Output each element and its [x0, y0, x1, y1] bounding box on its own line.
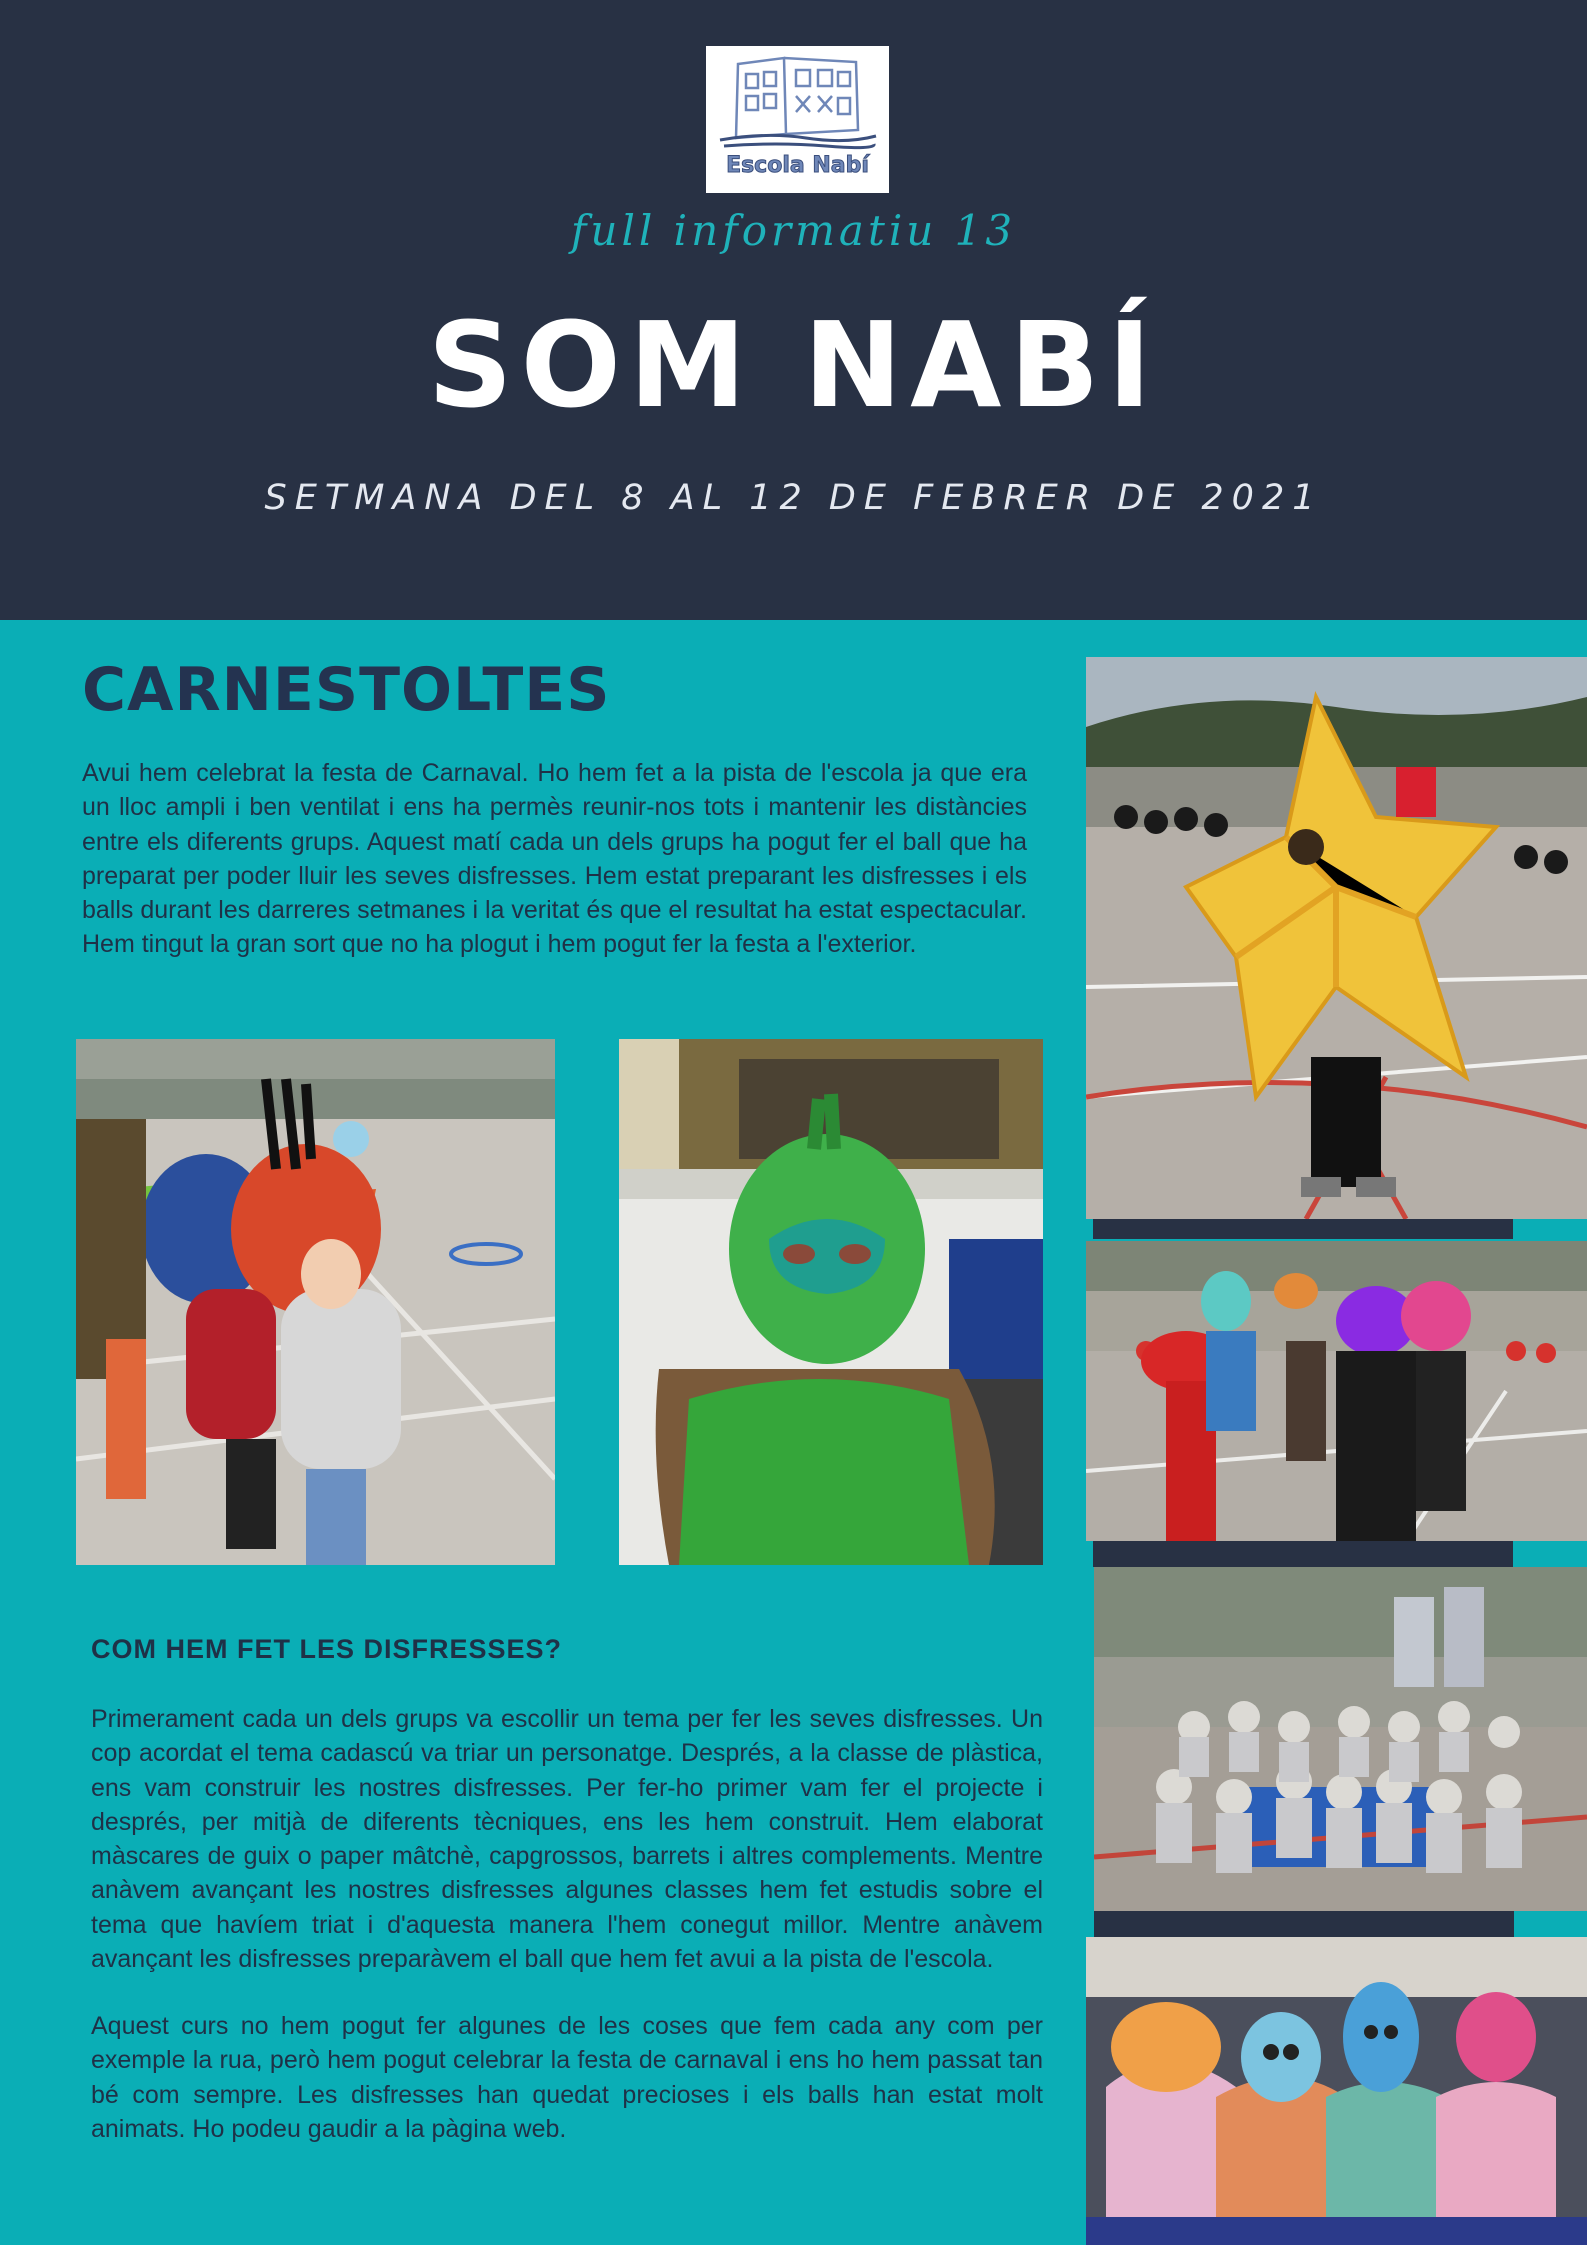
photo-kids-animal-masks	[76, 1039, 555, 1565]
photo-costumed-group-court	[1086, 1241, 1587, 1541]
photo-star-costume	[1086, 657, 1587, 1219]
photo-young-children-mouse-costumes	[1094, 1567, 1587, 1911]
school-logo	[706, 46, 889, 193]
section-title: CARNESTOLTES	[82, 655, 611, 725]
body-paragraph-1: Primerament cada un dels grups va escollir un tema per fer les seves disfresses. Un cop acordat el tema cadascú va triar un personatge. Després, a la classe de plàstica, ens vam construir les nostres disfresses. Per fer-ho primer vam fer el projecte i després, per mitjà de diferents tècniques, ens les hem construit. Hem elaborat màscares de guix o paper mâtchè, capgrossos, barrets i altres complements. Mentre anàvem avançant les nostres disfresses algunes classes hem fet estudis sobre el tema que havíem triat i d'aquesta manera l'hem conegut millor. Mentre anàvem avançant les disfresses preparàvem el ball que hem fet avui a la pista de l'escola.	[91, 1705, 1043, 1974]
photo-child-green-mask	[619, 1039, 1043, 1565]
newsletter-subtitle: full informatiu 13	[570, 206, 1017, 255]
body-paragraph-2: Aquest curs no hem pogut fer algunes de les coses que fem cada any com per exemple la rua, però hem pogut celebrar la festa de carnaval i ens ho hem passat tan bé com sempre. Les disfresses han quedat precioses i els balls han estat molt animats. Ho podeu gaudir a la pàgina web.	[91, 2012, 1043, 2143]
header-banner	[0, 0, 1587, 620]
week-dateline: SETMANA DEL 8 AL 12 DE FEBRER DE 2021	[264, 478, 1323, 518]
photo-divider-band	[1094, 1911, 1514, 1937]
newsletter-title: SOM NABÍ	[427, 296, 1160, 434]
photo-divider-band	[1093, 1219, 1513, 1239]
photo-children-colorful-masks	[1086, 1937, 1587, 2245]
logo-wordmark: Escola Nabí	[726, 153, 869, 178]
section-subheading: COM HEM FET LES DISFRESSES?	[91, 1634, 563, 1664]
intro-paragraph: Avui hem celebrat la festa de Carnaval. Ho hem fet a la pista de l'escola ja que era un lloc ampli i ben ventilat i ens ha permès reunir-nos tots i mantenir les distàncies entre els diferents grups. Aquest matí cada un dels grups ha pogut fer el ball que ha preparat per poder lluir les seves disfresses. Hem estat preparant les disfresses i els balls durant les darreres setmanes i la veritat és que el resultat ha estat espectacular. Hem tingut la gran sort que no ha plogut i hem pogut fer la festa a l'exterior.	[82, 759, 1027, 959]
photo-divider-band	[1093, 1541, 1513, 1567]
